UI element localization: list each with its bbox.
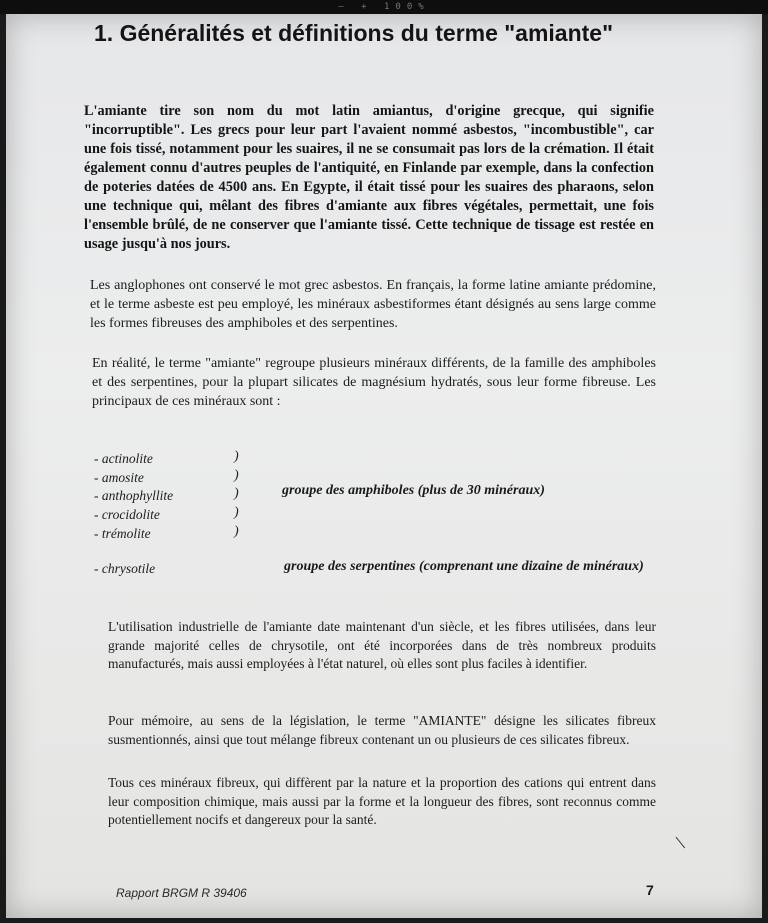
paragraph-health: Tous ces minéraux fibreux, qui diffèrent par la nature et la proportion des cations qui entrent dans leur composition chimique, mais aussi par la forme et la longueur des fibres, sont reconnus comme potentiellement nocifs et dangereux pour la santé. [108,775,656,827]
list-item: - actinolite [94,451,153,466]
paragraph-definition: En réalité, le terme "amiante" regroupe plusieurs minéraux différents, de la famille des amphiboles et des serpentines, pour la plupart silicates de magnésium hydratés, sous leur forme fibreuse. Les principaux de ces minéraux sont : [92,356,656,409]
page-title: 1. Généralités et définitions du terme "amiante" [94,20,614,46]
pen-mark-icon: \ [674,831,687,855]
viewer-toolbar[interactable]: — + 100% [0,0,768,14]
amphibole-group-label: groupe des amphiboles (plus de 30 minéraux) [282,483,545,498]
list-item-chrysotile: - chrysotile [94,561,156,576]
list-item: - amosite [94,470,144,485]
list-item: - anthophyllite [94,488,174,503]
paragraph-anglophones: Les anglophones ont conservé le mot grec asbestos. En français, la forme latine amiante prédomine, et le terme asbeste est peu employé, les minéraux asbestiformes étant désignés au sens large comme les formes fibreuses des amphiboles et des serpentines. [90,278,656,331]
bracket-mark: ) [234,486,239,501]
document-page [6,14,762,918]
bracket-mark: ) [234,524,239,539]
bracket-mark: ) [234,449,239,464]
page-number: 7 [646,882,654,898]
bracket-mark: ) [234,505,239,520]
list-item: - crocidolite [94,507,160,522]
serpentine-group-label: groupe des serpentines (comprenant une dizaine de minéraux) [284,559,644,574]
paragraph-industrial-use: L'utilisation industrielle de l'amiante date maintenant d'un siècle, et les fibres utilisées, dans leur grande majorité celles de chrysotile, ont été incorporées dans de très nombreux produits manufacturés, mais aussi employées à l'état naturel, où elles sont plus faciles à identifier. [108,619,656,671]
list-item: - trémolite [94,526,151,541]
paragraph-etymology: L'amiante tire son nom du mot latin amiantus, d'origine grecque, qui signifie "incorruptible". Les grecs pour leur part l'avaient nommé asbestos, "incombustible", car une fois tissé, notamment pour les suaires, il ne se consumait pas lors de la crémation. Il était également connu d'autres peuples de l'antiquité, en Finlande par exemple, dans la confection de poteries datées de 4500 ans. En Egypte, il était tissé pour les suaires des pharaons, selon une technique qui, mêlant des fibres d'amiante aux fibres végétales, permettait, une fois l'ensemble brûlé, de ne conserver que l'amiante tissé. Cette technique de tissage est restée en usage jusqu'à nos jours. [84,103,654,252]
footer-report-id: Rapport BRGM R 39406 [116,886,247,900]
paragraph-legislation: Pour mémoire, au sens de la législation, le terme "AMIANTE" désigne les silicates fibreux susmentionnés, ainsi que tout mélange fibreux contenant un ou plusieurs de ces silicates fibreux. [108,713,656,747]
bracket-mark: ) [234,468,239,483]
